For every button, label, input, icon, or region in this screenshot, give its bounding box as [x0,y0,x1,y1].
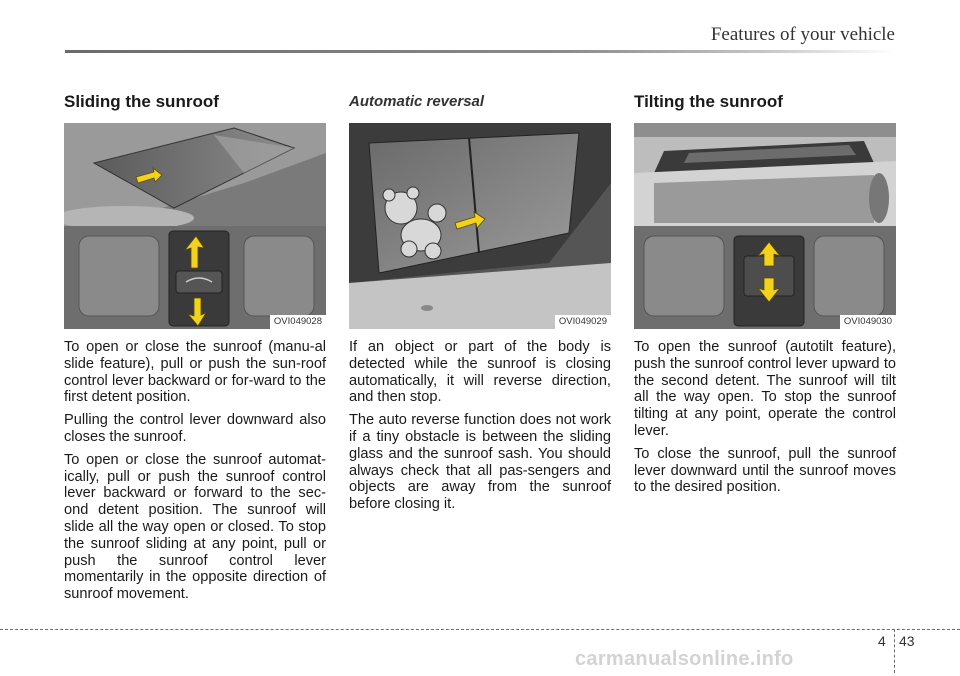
body-paragraph: To close the sunroof, pull the sunroof lever downward until the sunroof moves to the desired position. [634,445,896,496]
body-paragraph: To open or close the sunroof (manu-al slide feature), pull or push the sun-roof control lever backward or for-ward to the first detent position. [64,339,326,406]
control-lever-illustration [634,226,896,329]
section-tilting-sunroof [634,92,896,502]
figure-sliding-sunroof [64,123,326,329]
auto-reversal-illustration [349,123,611,329]
section-heading: Tilting the sunroof [634,92,783,111]
figure-code: OVI049030 [840,315,896,329]
sunroof-slide-illustration [64,123,326,226]
body-paragraph: To open or close the sunroof automat-ically, pull or push the sunroof control lever backward or forward to the sec-ond detent position. The sunroof will slide all the way open or closed. To stop the sunroof sliding at any point, pull or push the sunroof control lever momentarily in the opposite direction of sunroof movement. [64,451,326,603]
control-lever-illustration [64,226,326,329]
body-paragraph: Pulling the control lever downward also closes the sunroof. [64,412,326,445]
running-header: Features of your vehicle [710,24,895,45]
sunroof-tilt-illustration [634,123,896,226]
header-rule [65,50,895,53]
figure-code: OVI049028 [270,315,326,329]
watermark: carmanualsonline.info [575,648,794,670]
figure-automatic-reversal [349,123,611,329]
body-paragraph: If an object or part of the body is detected while the sunroof is closing automatically, it will reverse direction, and then stop. [349,339,611,406]
section-heading: Sliding the sunroof [64,92,219,111]
footer-rule [0,629,960,630]
figure-code: OVI049029 [555,315,611,329]
footer-divider [894,629,895,673]
section-heading: Automatic reversal [349,93,485,110]
body-paragraph: To open the sunroof (autotilt feature), push the sunroof control lever upward to the second detent. The sunroof will tilt all the way open. To stop the sunroof tilting at any point, operate the control lever. [634,339,896,439]
body-paragraph: The auto reverse function does not work if a tiny obstacle is between the sliding glass and the sunroof sash. You should always check that all pas-sengers and objects are away from the sunroof before closing it. [349,412,611,513]
page-number: 43 [899,633,915,649]
figure-tilting-sunroof [634,123,896,329]
section-automatic-reversal [349,92,611,519]
chapter-number: 4 [878,633,886,649]
section-sliding-sunroof [64,92,326,609]
